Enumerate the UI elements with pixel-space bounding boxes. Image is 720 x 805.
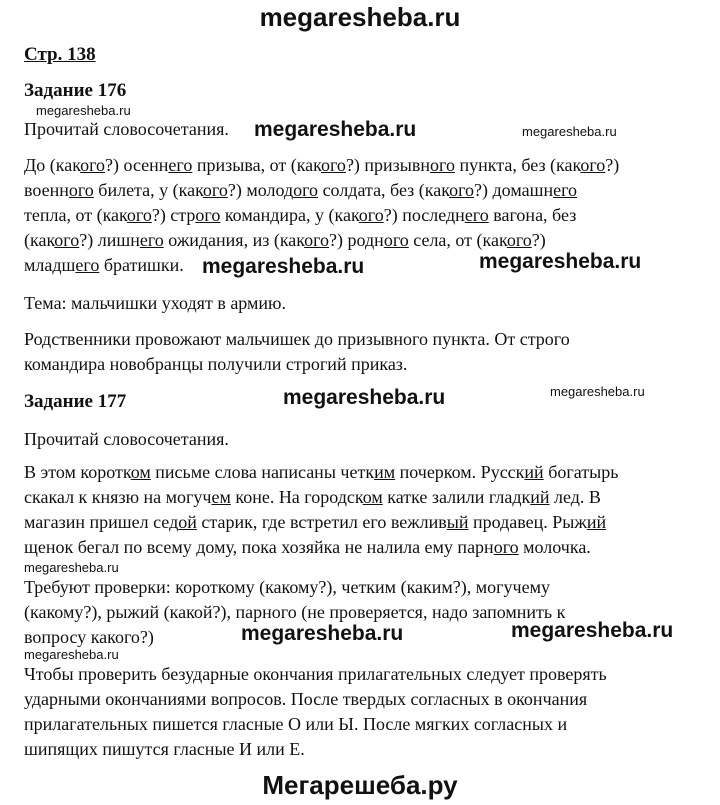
site-header-brand: megaresheba.ru bbox=[259, 2, 461, 32]
text-line: Чтобы проверить безударные окончания прилагательных следует проверять bbox=[24, 664, 607, 684]
underlined-ending: ого bbox=[293, 180, 319, 200]
task-177-intro: Прочитай словосочетания. bbox=[24, 429, 229, 449]
watermark: megaresheba.ru bbox=[241, 622, 404, 645]
underlined-ending: ого bbox=[506, 230, 532, 250]
text-line: щенок бегал по всему дому, пока хозяйка не налила ему парного молочка. bbox=[24, 537, 591, 557]
text-line: Родственники провожают мальчишек до призывного пункта. От строго bbox=[24, 329, 570, 349]
watermark: megaresheba.ru bbox=[283, 386, 446, 409]
underlined-ending: его bbox=[464, 205, 489, 225]
text-line: магазин пришел седой старик, где встретил его вежливый продавец. Рыжий bbox=[24, 512, 607, 532]
underlined-ending: ого bbox=[195, 205, 221, 225]
underlined-ending: ый bbox=[446, 512, 469, 532]
watermark: megaresheba.ru bbox=[511, 619, 674, 642]
underlined-ending: ий bbox=[586, 512, 607, 532]
text-line: (какому?), рыжий (какой?), парного (не проверяется, надо запомнить к bbox=[24, 602, 566, 622]
underlined-ending: ого bbox=[126, 205, 152, 225]
underlined-ending: ем bbox=[211, 487, 231, 507]
underlined-ending: ого bbox=[321, 155, 346, 175]
watermark: megaresheba.ru bbox=[36, 103, 131, 118]
underlined-ending: ого bbox=[580, 155, 606, 175]
text-line: (какого?) лишнего ожидания, из (какого?) родного села, от (какого?) bbox=[24, 230, 546, 250]
watermark: megaresheba.ru bbox=[202, 255, 365, 278]
task-177-rule bbox=[24, 662, 607, 762]
task-176-answer bbox=[24, 327, 570, 377]
text-line: младшего братишки. bbox=[24, 255, 184, 275]
text-line: В этом коротком письме слова написаны четким почерком. Русский богатырь bbox=[24, 462, 619, 482]
watermark: megaresheba.ru bbox=[479, 250, 642, 273]
text-line: шипящих пишутся гласные И или Е. bbox=[24, 739, 305, 759]
page-reference: Стр. 138 bbox=[24, 44, 96, 65]
text-line: Требуют проверки: короткому (какому?), четким (каким?), могучему bbox=[24, 577, 550, 597]
watermark: megaresheba.ru bbox=[550, 384, 645, 399]
text-line: ударными окончаниями вопросов. После твердых согласных в окончания bbox=[24, 689, 588, 709]
underlined-ending: его bbox=[139, 230, 164, 250]
underlined-ending: ого bbox=[449, 180, 475, 200]
task-176-title: Задание 176 bbox=[24, 80, 127, 101]
underlined-ending: ого bbox=[383, 230, 409, 250]
underlined-ending: ого bbox=[358, 205, 384, 225]
watermark: megaresheba.ru bbox=[522, 124, 617, 139]
site-footer-brand: Мегарешеба.ру bbox=[262, 770, 458, 800]
task-177-title: Задание 177 bbox=[24, 391, 127, 412]
text-line: До (какого?) осеннего призыва, от (какого?) призывного пункта, без (какого?) bbox=[24, 155, 620, 175]
underlined-ending: ого bbox=[430, 155, 455, 175]
underlined-ending: ом bbox=[362, 487, 383, 507]
text-line: скакал к князю на могучем коне. На городском катке залили гладкий лед. В bbox=[24, 487, 601, 507]
underlined-ending: ого bbox=[493, 537, 519, 557]
text-line: военного билета, у (какого?) молодого солдата, без (какого?) домашнего bbox=[24, 180, 578, 200]
underlined-ending: ого bbox=[68, 180, 94, 200]
underlined-ending: его bbox=[75, 255, 100, 275]
task-176-theme: Тема: мальчишки уходят в армию. bbox=[24, 293, 287, 313]
watermark: megaresheba.ru bbox=[254, 118, 417, 141]
underlined-ending: ого bbox=[202, 180, 228, 200]
underlined-ending: им bbox=[374, 462, 396, 482]
text-line: вопросу какого?) bbox=[24, 627, 154, 647]
underlined-ending: ом bbox=[130, 462, 151, 482]
watermark: megaresheba.ru bbox=[24, 647, 119, 662]
text-line: тепла, от (какого?) строго командира, у (какого?) последнего вагона, без bbox=[24, 205, 577, 225]
underlined-ending: ого bbox=[304, 230, 330, 250]
watermark: megaresheba.ru bbox=[24, 560, 119, 575]
underlined-ending: ой bbox=[178, 512, 197, 532]
underlined-ending: ого bbox=[80, 155, 106, 175]
task-177-sentences bbox=[24, 460, 618, 560]
underlined-ending: его bbox=[168, 155, 193, 175]
text-line: командира новобранцы получили строгий приказ. bbox=[24, 354, 408, 374]
underlined-ending: ий bbox=[530, 487, 550, 507]
underlined-ending: ого bbox=[54, 230, 80, 250]
underlined-ending: его bbox=[553, 180, 578, 200]
text-line: прилагательных пишется гласные О или Ы. После мягких согласных и bbox=[24, 714, 568, 734]
task-176-intro: Прочитай словосочетания. bbox=[24, 119, 229, 139]
underlined-ending: ий bbox=[524, 462, 544, 482]
